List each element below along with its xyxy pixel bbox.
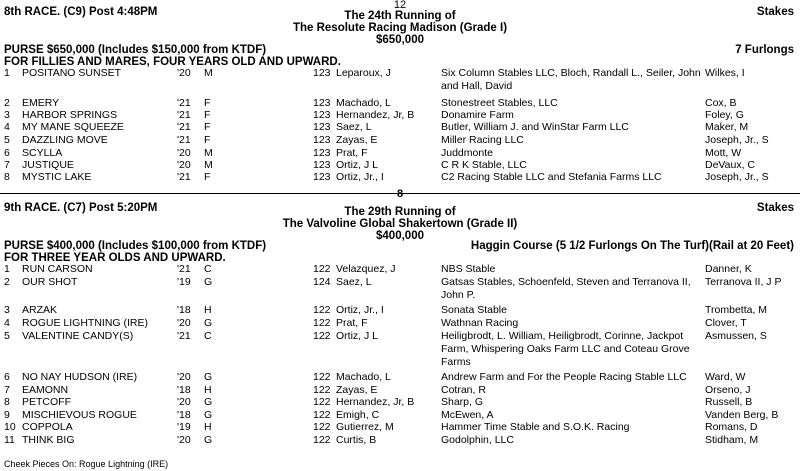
race-distance: 7 Furlongs <box>735 44 794 56</box>
race-title-line1: The 24th Running of <box>344 10 456 22</box>
entry-horse: EAMONN <box>22 384 69 396</box>
entry-year: '20 <box>177 67 191 79</box>
entry-horse: COPPOLA <box>22 421 73 433</box>
entry-horse: ROGUE LIGHTNING (IRE) <box>22 317 149 329</box>
entry-year: '20 <box>177 317 191 329</box>
entry-trainer: Vanden Berg, B <box>705 409 779 421</box>
entry-year: '19 <box>177 421 191 433</box>
purse-amount: $650,000 <box>376 34 424 46</box>
entry-sex: F <box>204 121 211 133</box>
entry-jockey: Ortiz, J L <box>336 330 379 342</box>
entry-trainer: Mott, W <box>705 147 742 159</box>
entry-pp: 10 <box>4 421 16 433</box>
entry-horse: MYSTIC LAKE <box>22 171 92 183</box>
entry-trainer: Foley, G <box>705 109 744 121</box>
race-conditions: FOR THREE YEAR OLDS AND UPWARD. <box>4 252 226 264</box>
entry-horse: HARBOR SPRINGS <box>22 109 118 121</box>
entry-year: '21 <box>177 109 191 121</box>
entry-trainer: Joseph, Jr., S <box>705 134 769 146</box>
entry-year: '21 <box>177 121 191 133</box>
entry-jockey: Saez, L <box>336 276 372 288</box>
entry-year: '20 <box>177 371 191 383</box>
entry-owner: Wathnan Racing <box>441 317 519 329</box>
entry-owner: Cotran, R <box>441 384 486 396</box>
entry-sex: M <box>204 67 213 79</box>
entry-horse: OUR SHOT <box>22 276 78 288</box>
entry-jockey: Machado, L <box>336 371 391 383</box>
entry-horse: VALENTINE CANDY(S) <box>22 330 134 342</box>
entry-wt: 122 <box>313 409 331 421</box>
entry-jockey: Emigh, C <box>336 409 380 421</box>
entry-horse: MY MANE SQUEEZE <box>22 121 124 133</box>
entry-sex: G <box>204 371 213 383</box>
entry-wt: 122 <box>313 330 331 342</box>
entry-year: '21 <box>177 97 191 109</box>
entry-wt: 122 <box>313 434 331 446</box>
entry-jockey: Prat, F <box>336 147 368 159</box>
entry-jockey: Ortiz, Jr., I <box>336 171 384 183</box>
entry-horse: DAZZLING MOVE <box>22 134 108 146</box>
race-title-line2: The Resolute Racing Madison (Grade I) <box>292 22 508 34</box>
entry-wt: 122 <box>313 304 331 316</box>
entry-trainer: DeVaux, C <box>705 159 755 171</box>
entry-pp: 9 <box>4 409 10 421</box>
entry-sex: C <box>204 263 212 275</box>
entry-sex: H <box>204 304 212 316</box>
race-type: Stakes <box>756 202 794 214</box>
entry-pp: 8 <box>4 396 10 408</box>
entry-year: '21 <box>177 171 191 183</box>
entry-sex: F <box>204 134 211 146</box>
entry-trainer: Clover, T <box>705 317 747 329</box>
entry-wt: 123 <box>313 159 331 171</box>
entry-wt: 123 <box>313 109 331 121</box>
entry-jockey: Zayas, E <box>336 134 378 146</box>
entry-year: '19 <box>177 276 191 288</box>
entry-pp: 6 <box>4 147 10 159</box>
entry-wt: 122 <box>313 421 331 433</box>
race-line: 8th RACE. (C9) Post 4:48PM <box>4 6 158 18</box>
entry-owner: McEwen, A <box>441 409 494 421</box>
entry-horse: PETCOFF <box>22 396 71 408</box>
entry-jockey: Machado, L <box>336 97 391 109</box>
entry-jockey: Saez, L <box>336 121 372 133</box>
entry-sex: G <box>204 409 213 421</box>
entry-pp: 3 <box>4 109 10 121</box>
entry-year: '20 <box>177 159 191 171</box>
entry-sex: F <box>204 97 211 109</box>
entry-jockey: Gutierrez, M <box>336 421 394 433</box>
entry-jockey: Ortiz, Jr., I <box>336 304 384 316</box>
entry-sex: F <box>204 109 211 121</box>
entry-sex: G <box>204 396 213 408</box>
race-distance: Haggin Course (5 1/2 Furlongs On The Turf)(Rail at 20 Feet) <box>470 240 794 252</box>
entry-pp: 1 <box>4 67 10 79</box>
entry-owner: Godolphin, LLC <box>441 434 514 446</box>
entry-sex: M <box>204 159 213 171</box>
entry-wt: 123 <box>313 121 331 133</box>
entry-owner: Gatsas Stables, Schoenfeld, Steven and Terranova II, John P. <box>441 276 691 301</box>
entry-pp: 4 <box>4 317 10 329</box>
race-title-line2: The Valvoline Global Shakertown (Grade II) <box>282 218 518 230</box>
entry-wt: 122 <box>313 396 331 408</box>
entry-pp: 5 <box>4 134 10 146</box>
entry-jockey: Prat, F <box>336 317 368 329</box>
entry-wt: 123 <box>313 171 331 183</box>
entry-wt: 122 <box>313 371 331 383</box>
purse-line: PURSE $400,000 (Includes $100,000 from KTDF) <box>4 240 267 252</box>
entry-owner: NBS Stable <box>441 263 496 275</box>
entry-sex: H <box>204 421 212 433</box>
entry-horse: RUN CARSON <box>22 263 93 275</box>
entry-trainer: Maker, M <box>705 121 749 133</box>
entry-year: '20 <box>177 147 191 159</box>
entry-trainer: Danner, K <box>705 263 752 275</box>
race-line: 9th RACE. (C7) Post 5:20PM <box>4 202 158 214</box>
entry-pp: 7 <box>4 384 10 396</box>
entry-owner: Sharp, G <box>441 396 484 408</box>
entry-pp: 1 <box>4 263 10 275</box>
entry-trainer: Orseno, J <box>705 384 751 396</box>
entry-trainer: Asmussen, S <box>705 330 767 342</box>
entry-wt: 122 <box>313 384 331 396</box>
entry-horse: EMERY <box>22 97 60 109</box>
entry-horse: THINK BIG <box>22 434 75 446</box>
entry-pp: 11 <box>4 434 15 446</box>
entry-jockey: Zayas, E <box>336 384 378 396</box>
entry-owner: Donamire Farm <box>441 109 514 121</box>
entry-owner: Hammer Time Stable and S.O.K. Racing <box>441 421 630 433</box>
entry-sex: H <box>204 384 212 396</box>
entry-pp: 4 <box>4 121 10 133</box>
race-title-line1: The 29th Running of <box>344 206 456 218</box>
entry-horse: ARZAK <box>22 304 58 316</box>
entry-pp: 2 <box>4 276 10 288</box>
entry-jockey: Ortiz, J L <box>336 159 379 171</box>
entry-jockey: Velazquez, J <box>336 263 396 275</box>
entry-owner: C2 Racing Stable LLC and Stefania Farms LLC <box>441 171 662 183</box>
entry-horse: SCYLLA <box>22 147 63 159</box>
entry-jockey: Curtis, B <box>336 434 377 446</box>
entry-horse: POSITANO SUNSET <box>22 67 121 79</box>
entry-owner: Butler, William J. and WinStar Farm LLC <box>441 121 629 133</box>
entry-year: '21 <box>177 263 191 275</box>
entry-year: '20 <box>177 434 191 446</box>
entry-sex: G <box>204 276 213 288</box>
entry-owner: Andrew Farm and For the People Racing Stable LLC <box>441 371 687 383</box>
entry-trainer: Trombetta, M <box>705 304 768 316</box>
entry-owner: Heiligbrodt, L. William, Heiligbrodt, Corinne, Jackpot Farm, Whispering Oaks Farm LLC and Coteau Grove Farms <box>441 330 690 368</box>
entry-sex: C <box>204 330 212 342</box>
purse-line: PURSE $650,000 (Includes $150,000 from KTDF) <box>4 44 267 56</box>
entry-jockey: Leparoux, J <box>336 67 391 79</box>
entry-wt: 123 <box>313 67 331 79</box>
entry-pp: 8 <box>4 171 10 183</box>
entry-trainer: Stidham, M <box>705 434 759 446</box>
entry-jockey: Hernandez, Jr, B <box>336 109 415 121</box>
entry-trainer: Joseph, Jr., S <box>705 171 769 183</box>
entry-year: '18 <box>177 304 191 316</box>
entry-year: '18 <box>177 409 191 421</box>
entry-wt: 122 <box>313 263 331 275</box>
entry-pp: 3 <box>4 304 10 316</box>
entry-owner: Miller Racing LLC <box>441 134 524 146</box>
entry-trainer: Terranova II, J P <box>705 276 782 288</box>
entry-wt: 124 <box>313 276 331 288</box>
purse-amount: $400,000 <box>376 230 424 242</box>
entry-horse: JUSTIQUE <box>22 159 74 171</box>
entry-pp: 5 <box>4 330 10 342</box>
entry-sex: G <box>204 317 213 329</box>
entry-wt: 122 <box>313 317 331 329</box>
entry-owner: Sonata Stable <box>441 304 507 316</box>
entry-horse: NO NAY HUDSON (IRE) <box>22 371 138 383</box>
entry-wt: 123 <box>313 147 331 159</box>
entry-trainer: Romans, D <box>705 421 758 433</box>
entry-owner: Stonestreet Stables, LLC <box>441 97 558 109</box>
entry-owner: Juddmonte <box>441 147 493 159</box>
entry-trainer: Ward, W <box>705 371 746 383</box>
entry-wt: 123 <box>313 97 331 109</box>
race-type: Stakes <box>756 6 794 18</box>
entry-year: '21 <box>177 134 191 146</box>
entry-pp: 2 <box>4 97 10 109</box>
entry-pp: 7 <box>4 159 10 171</box>
entry-sex: M <box>204 147 213 159</box>
entry-sex: G <box>204 434 213 446</box>
entry-trainer: Russell, B <box>705 396 753 408</box>
entry-horse: MISCHIEVOUS ROGUE <box>22 409 137 421</box>
entry-pp: 6 <box>4 371 10 383</box>
entry-year: '20 <box>177 396 191 408</box>
entry-trainer: Cox, B <box>705 97 737 109</box>
entry-owner: Six Column Stables LLC, Bloch, Randall L., Seiler, John and Hall, David <box>441 67 701 92</box>
entry-sex: F <box>204 171 211 183</box>
race-conditions: FOR FILLIES AND MARES, FOUR YEARS OLD AND UPWARD. <box>4 56 341 68</box>
entry-wt: 123 <box>313 134 331 146</box>
entry-year: '21 <box>177 330 191 342</box>
entry-year: '18 <box>177 384 191 396</box>
divider-number: 8 <box>396 188 404 200</box>
footnote: Cheek Pieces On: Rogue Lightning (IRE) <box>4 459 169 469</box>
entry-trainer: Wilkes, I <box>705 67 745 79</box>
page-number: 12 <box>393 0 407 11</box>
entry-owner: C R K Stable, LLC <box>441 159 527 171</box>
entry-jockey: Hernandez, Jr, B <box>336 396 415 408</box>
